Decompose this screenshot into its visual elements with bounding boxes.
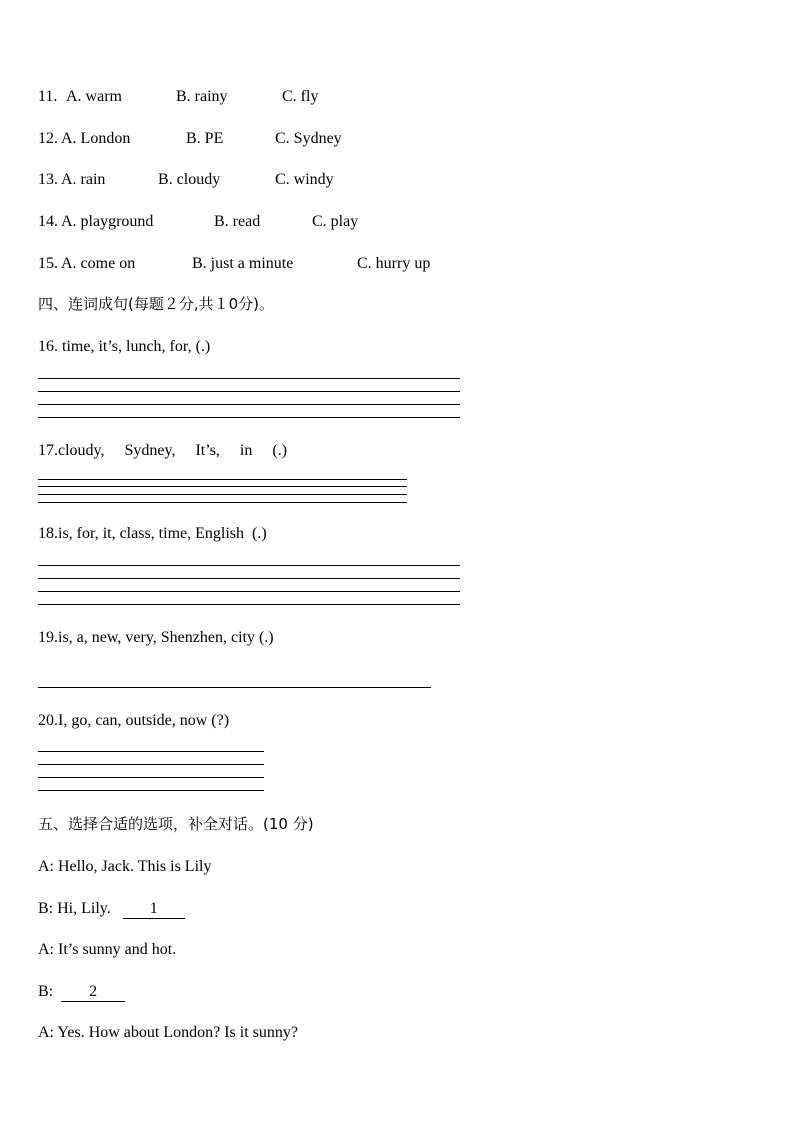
- option-a: A. warm: [66, 88, 122, 105]
- dialog-line-5: [38, 1023, 298, 1043]
- speaker-label: A:: [38, 858, 54, 875]
- answer-line: [38, 502, 407, 503]
- sentence-prompt: 18.is, for, it, class, time, English (.): [38, 525, 267, 542]
- option-c: C. play: [312, 213, 359, 230]
- option-c: C. hurry up: [357, 255, 431, 272]
- answer-line: [38, 790, 264, 791]
- option-c: C. Sydney: [275, 130, 342, 147]
- speaker-label: A:: [38, 1024, 54, 1041]
- option-b: B. just a minute: [192, 255, 294, 272]
- question-number: 11.: [38, 88, 58, 105]
- speaker-label: B:: [38, 983, 54, 1000]
- answer-line: [38, 565, 460, 566]
- answer-line: [38, 479, 407, 480]
- option-b: B. read: [214, 213, 261, 230]
- option-c: C. fly: [282, 88, 319, 105]
- dialog-text: It’s sunny and hot.: [58, 941, 177, 958]
- dialog-line-1: [38, 857, 211, 877]
- answer-line: [38, 494, 407, 495]
- dialog-line-2: [38, 899, 185, 919]
- answer-line: [38, 687, 431, 688]
- fill-blank-2[interactable]: 2: [61, 983, 125, 1002]
- sentence-prompt: 20.I, go, can, outside, now (?): [38, 712, 230, 729]
- answer-line: [38, 378, 460, 379]
- question-number: 14.: [38, 213, 58, 230]
- option-a: A. London: [61, 130, 131, 147]
- question-number: 12.: [38, 130, 58, 147]
- answer-line: [38, 486, 407, 487]
- question-number: 13.: [38, 171, 58, 188]
- option-b: B. PE: [186, 130, 224, 147]
- answer-line: [38, 591, 460, 592]
- speaker-label: A:: [38, 941, 54, 958]
- dialog-text: Hi, Lily.: [57, 900, 111, 917]
- answer-line: [38, 777, 264, 778]
- dialog-text: Hello, Jack. This is Lily: [58, 858, 212, 875]
- answer-line: [38, 391, 460, 392]
- option-a: A. playground: [61, 213, 154, 230]
- answer-line: [38, 764, 264, 765]
- option-b: B. rainy: [176, 88, 228, 105]
- sentence-prompt: 17.cloudy, Sydney, It’s, in (.): [38, 442, 288, 459]
- dialog-text: Yes. How about London? Is it sunny?: [57, 1024, 298, 1041]
- sentence-prompt: 19.is, a, new, very, Shenzhen, city (.): [38, 629, 274, 646]
- question-number: 15.: [38, 255, 58, 272]
- answer-line: [38, 751, 264, 752]
- sentence-prompt: 16. time, it’s, lunch, for, (.): [38, 338, 211, 355]
- dialog-line-3: [38, 940, 176, 960]
- section-4-title: 四、连词成句(每题２分,共１0分)。: [38, 295, 275, 313]
- section-5-title: 五、选择合适的选项，补全对话。(10 分): [38, 815, 314, 833]
- answer-line: [38, 578, 460, 579]
- speaker-label: B:: [38, 900, 54, 917]
- fill-blank-1[interactable]: 1: [123, 900, 185, 919]
- answer-line: [38, 404, 460, 405]
- option-a: A. rain: [61, 171, 106, 188]
- option-c: C. windy: [275, 171, 334, 188]
- dialog-line-4: [38, 982, 125, 1002]
- option-b: B. cloudy: [158, 171, 221, 188]
- answer-line: [38, 417, 460, 418]
- option-a: A. come on: [61, 255, 136, 272]
- answer-line: [38, 604, 460, 605]
